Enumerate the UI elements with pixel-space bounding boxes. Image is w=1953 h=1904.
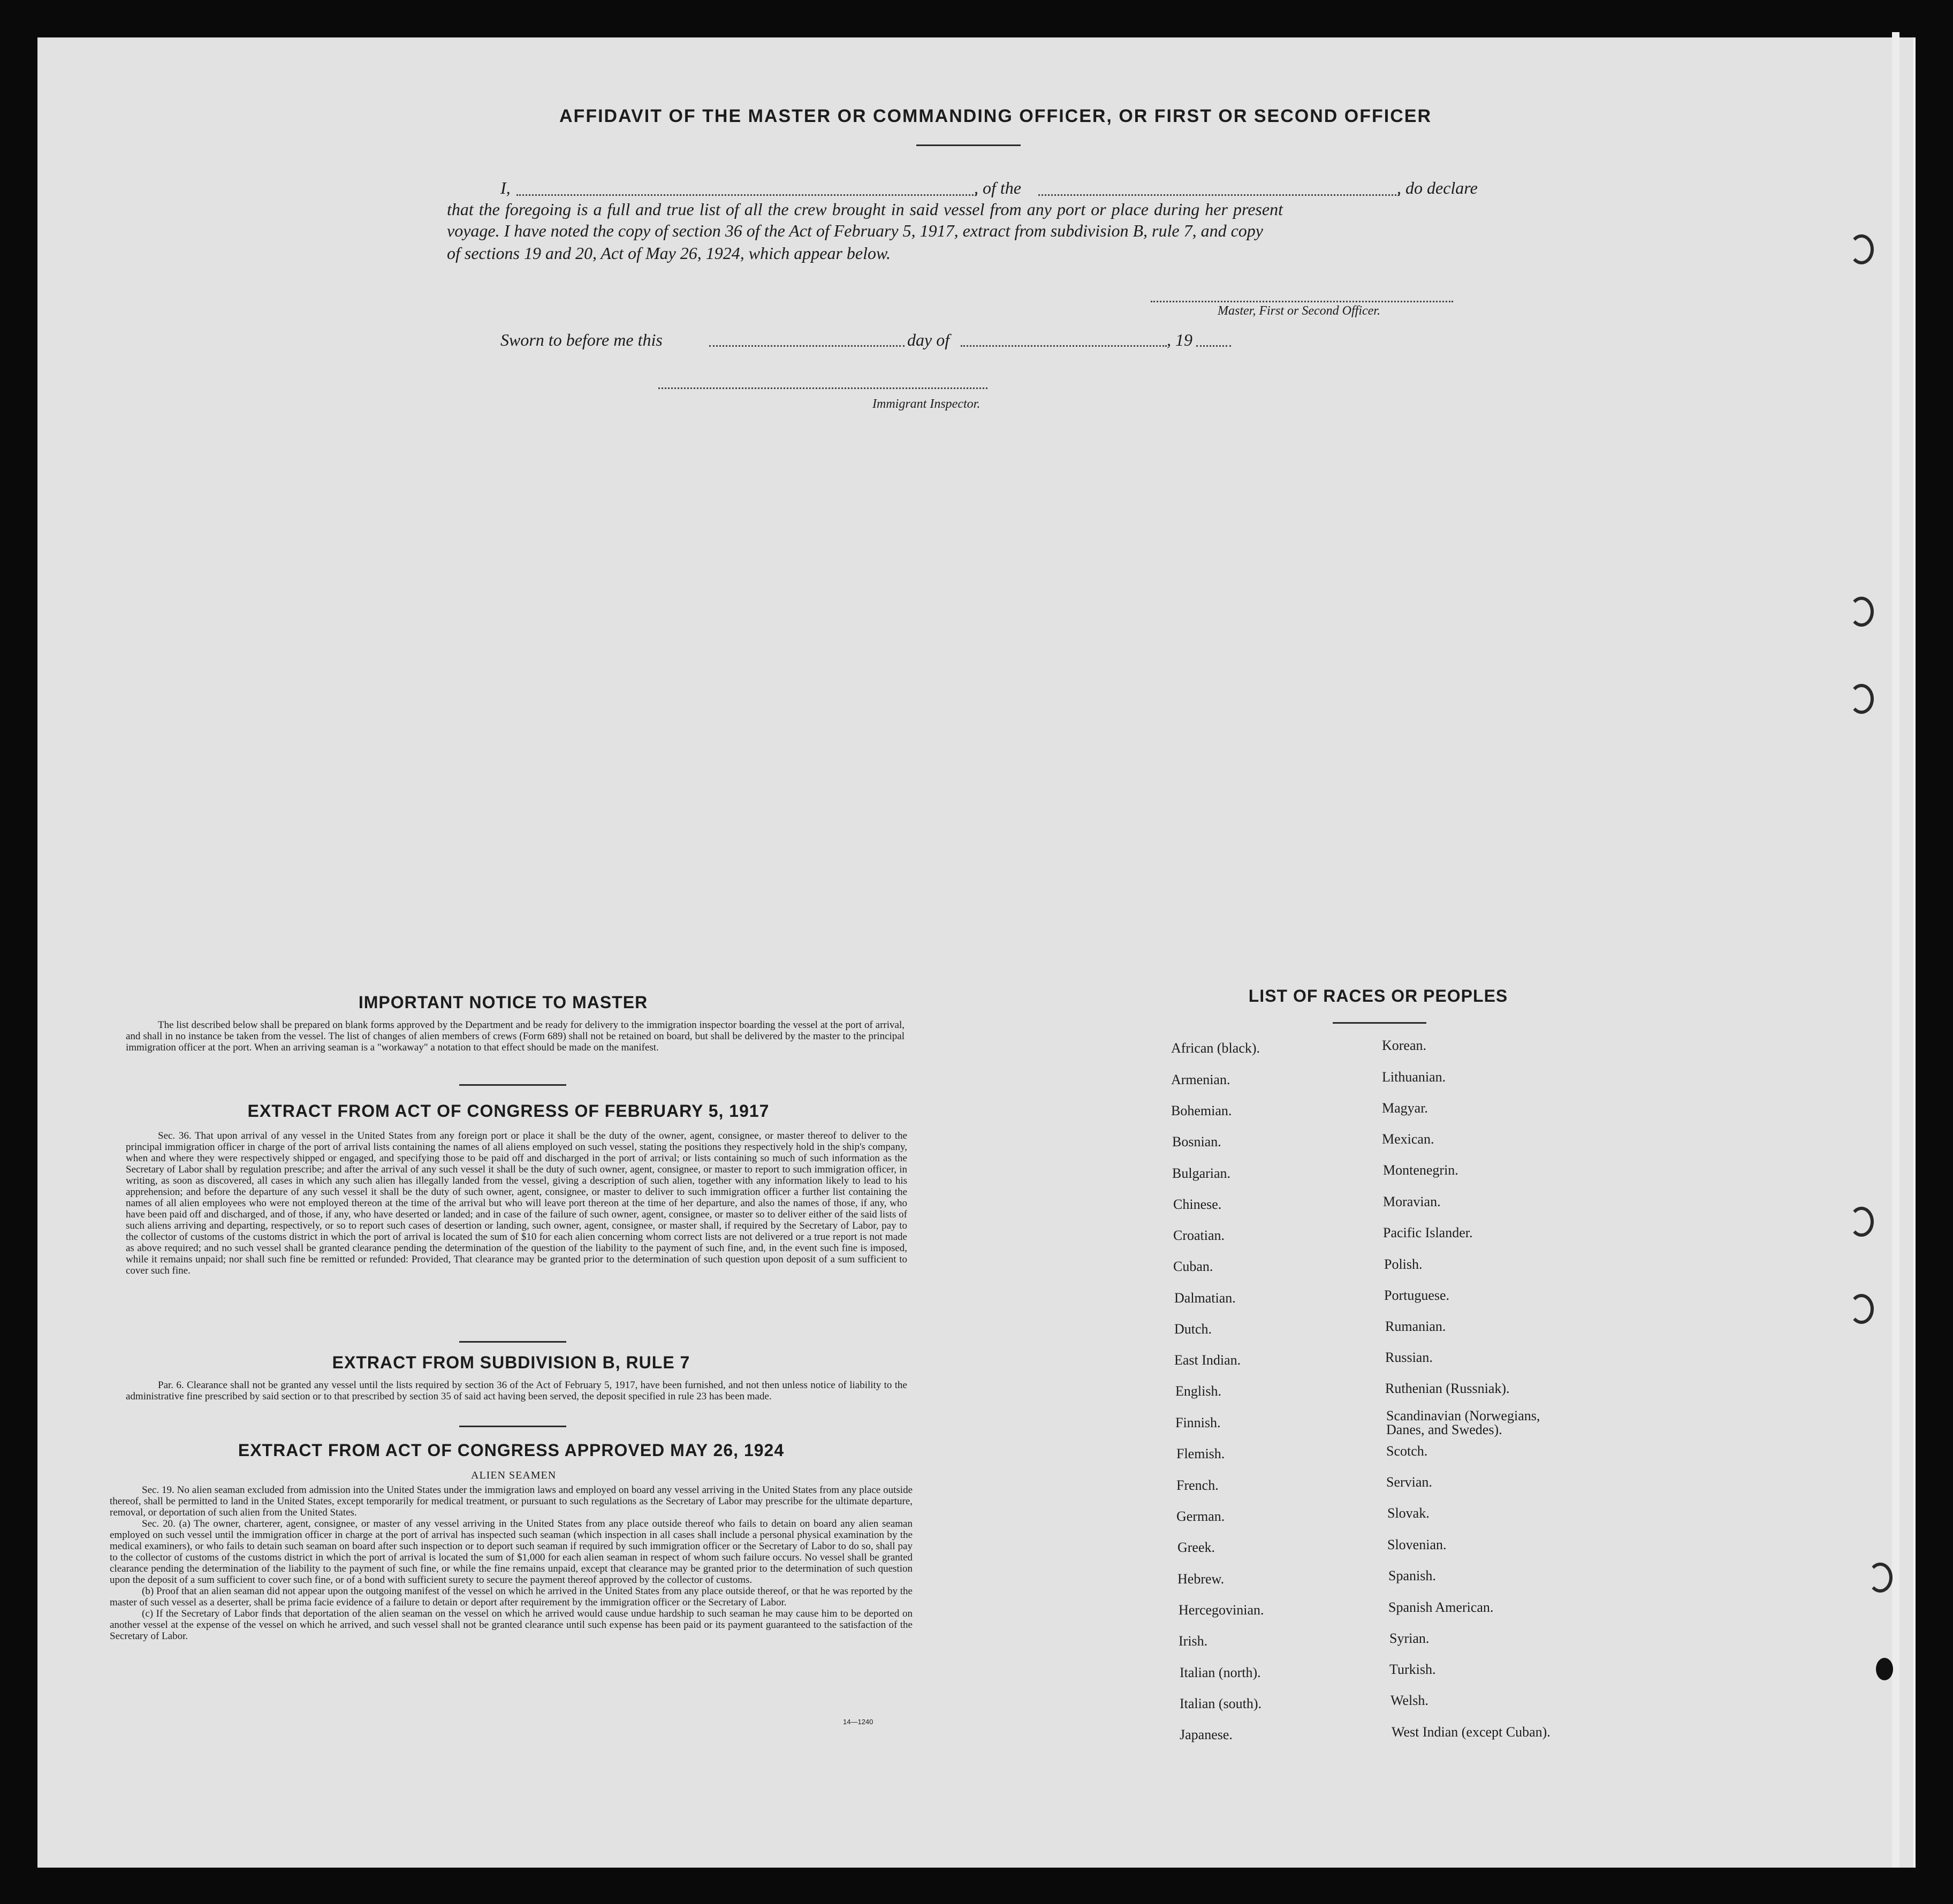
alien-seamen-subheading: ALIEN SEAMEN <box>471 1469 557 1481</box>
race-item: Scotch. <box>1386 1443 1428 1459</box>
notice-text <box>126 1019 905 1053</box>
race-item: Pacific Islander. <box>1383 1225 1473 1240</box>
binder-hole <box>1876 1658 1893 1680</box>
extract-1917-heading: EXTRACT FROM ACT OF CONGRESS OF FEBRUARY 5, 1917 <box>247 1101 770 1121</box>
binder-hole <box>1868 1563 1893 1593</box>
race-item: Mexican. <box>1382 1131 1434 1147</box>
section-rule <box>459 1084 566 1086</box>
sec-20b-paragraph: (b) Proof that an alien seaman did not appear upon the outgoing manifest of the vessel on which he arrived in the United States from any place outside thereof, or that he was reported by the master of such vessel as a deserter, shall be prima facie evidence of a failure to detain or deport after requirement by the immigration officer or the Secretary of Labor. <box>110 1586 913 1608</box>
race-item: Flemish. <box>1176 1446 1225 1461</box>
race-item: Japanese. <box>1180 1727 1233 1742</box>
race-item: Lithuanian. <box>1382 1069 1446 1085</box>
sworn-day-field[interactable] <box>709 345 905 347</box>
inspector-caption: Immigrant Inspector. <box>872 397 981 411</box>
year-prefix: , 19 <box>1167 330 1192 349</box>
affidavit-line1-declare: , do declare <box>1397 178 1478 197</box>
race-item: Servian. <box>1386 1474 1432 1490</box>
race-item: Magyar. <box>1382 1100 1428 1116</box>
day-of-text: day of <box>907 330 950 349</box>
race-item: Cuban. <box>1173 1259 1213 1274</box>
race-item: Welsh. <box>1390 1693 1428 1708</box>
binder-hole <box>1849 1207 1874 1237</box>
race-item: Montenegrin. <box>1383 1162 1458 1178</box>
rule7-heading: EXTRACT FROM SUBDIVISION B, RULE 7 <box>332 1353 690 1372</box>
affidavit-line4: of sections 19 and 20, Act of May 26, 1924, which appear below. <box>447 243 891 263</box>
sworn-text: Sworn to before me this <box>500 330 663 349</box>
page-edge <box>1892 32 1899 1868</box>
sec-20a-paragraph: Sec. 20. (a) The owner, charterer, agent, consignee, or master of any vessel arriving in the United States from any place outside thereof who fails to detain on board any alien seaman employed on such vessel until the immigration officer in charge at the port of arrival has inspected such seaman (which inspection in all cases shall include a personal physical examination by the medical examiners), or who fails to detain such seaman on board after such inspection or to deport such seaman if required by such immigration officer or the Secretary of Labor to do so, shall pay to the collector of customs of the customs district in which the port of arrival is located the sum of $1,000 for each alien seaman in respect of whom such failure occurs. No vessel shall be granted clearance pending the determination of the liability to the payment of such fine, or while the fine remains unpaid, except that clearance may be granted prior to the determination of such question upon the deposit of a sum sufficient to cover such fine, or of a bond with sufficient surety to secure the payment thereof approved by the collector of customs. <box>110 1518 913 1586</box>
race-item: Bulgarian. <box>1172 1166 1231 1181</box>
race-item: Slovenian. <box>1387 1537 1447 1552</box>
race-item: Italian (north). <box>1180 1665 1261 1680</box>
race-item: Chinese. <box>1173 1197 1222 1212</box>
sworn-year-field[interactable] <box>1196 345 1231 347</box>
master-caption: Master, First or Second Officer. <box>1218 304 1380 318</box>
binder-hole <box>1849 1294 1874 1324</box>
race-item: Russian. <box>1385 1350 1433 1365</box>
races-rule <box>1333 1022 1426 1024</box>
race-item: Armenian. <box>1171 1072 1230 1087</box>
race-item: Hebrew. <box>1177 1571 1225 1587</box>
race-item: Syrian. <box>1389 1631 1430 1646</box>
race-item: Croatian. <box>1173 1228 1225 1243</box>
rule7-text <box>126 1380 907 1402</box>
sec-19-paragraph: Sec. 19. No alien seaman excluded from admission into the United States under the immigration laws and employed on board any vessel arriving in the United States from any place outside thereof, shall be permitted to land in the United States, except temporarily for medical treatment, or pursuant to such regulations as the Secretary of Labor may prescribe for the ultimate departure, removal, or deportation of such alien from the United States. <box>110 1484 913 1518</box>
sec-36-paragraph: Sec. 36. That upon arrival of any vessel in the United States from any foreign port or place it shall be the duty of the owner, agent, consignee, or master thereof to deliver to the principal immigration officer in charge of the port of arrival lists containing the names of all aliens employed on such vessel, stating the positions they respectively hold in the ship's company, when and where they were respectively shipped or engaged, and specifying those to be paid off and discharged in the port of arrival; or lists containing so much of such information as the Secretary of Labor shall by regulation prescribe; and after the arrival of any such vessel it shall be the duty of such owner, agent, consignee, or master to report to such immigration officer, in writing, as soon as discovered, all cases in which any such alien has illegally landed from the vessel, giving a description of such alien, together with any information likely to lead to his apprehension; and before the departure of any such vessel it shall be the duty of such owner, agent, consignee, or master to deliver to such immigration officer a further list containing the names of all alien employees who were not employed thereon at the time of the arrival but who will leave port thereon at the time of her departure, and also the names of those, if any, who have been paid off and discharged, and of those, if any, who have deserted or landed; and in case of the failure of such owner, agent, consignee, or master so to deliver either of the said lists of such aliens arriving and departing, respectively, or so to report such cases of desertion or landing, such owner, agent, consignee, or master shall, if required by the Secretary of Labor, pay to the collector of customs of the customs district in which the port of arrival is located the sum of $10 for each alien concerning whom correct lists are not delivered or a true report is not made as above required; and no such vessel shall be granted clearance pending the determination of the question of the liability to the payment of such fine, and, in the event such fine is imposed, while it remains unpaid; nor shall such fine be remitted or refunded: Provided, That clearance may be granted prior to the determination of such question upon deposit of a sum sufficient to cover such fine. <box>126 1130 907 1276</box>
affidavit-line2: that the foregoing is a full and true list of all the crew brought in said vessel from any port or place during her present <box>447 200 1283 219</box>
race-item: Spanish American. <box>1388 1600 1494 1615</box>
race-item: Scandinavian (Norwegians, Danes, and Swedes). <box>1386 1408 1540 1437</box>
binder-hole <box>1849 684 1874 714</box>
race-item: Korean. <box>1382 1038 1427 1053</box>
affidavit-line3: voyage. I have noted the copy of section 36 of the Act of February 5, 1917, extract from subdivision B, rule 7, and copy <box>447 221 1263 240</box>
race-item: Dalmatian. <box>1174 1290 1236 1306</box>
race-item: Italian (south). <box>1180 1696 1262 1711</box>
race-item: Greek. <box>1177 1540 1215 1555</box>
race-item: Bohemian. <box>1171 1103 1232 1118</box>
affidavit-line1-of-the: , of the <box>974 178 1021 197</box>
title-rule <box>916 144 1021 146</box>
extract-1917-text <box>126 1130 907 1276</box>
race-item: Moravian. <box>1383 1194 1441 1209</box>
sec-20c-paragraph: (c) If the Secretary of Labor finds that deportation of the alien seaman on the vessel on which he arrived would cause undue hardship to such seaman he may cause him to be deported on another vessel at the expense of the vessel on which he arrived, and such vessel shall not be granted clearance until such expense has been paid or its payment guaranteed to the satisfaction of the Secretary of Labor. <box>110 1608 913 1642</box>
master-name-field[interactable] <box>516 194 977 196</box>
inspector-signature-field[interactable] <box>658 387 987 389</box>
par-6-paragraph: Par. 6. Clearance shall not be granted any vessel until the lists required by section 36 of the Act of February 5, 1917, have been furnished, and not then unless notice of liability to the administrative fine prescribed by said section or to that prescribed by section 35 of said act having been served, the deposit specified in rule 23 has been made. <box>126 1380 907 1402</box>
extract-1924-heading: EXTRACT FROM ACT OF CONGRESS APPROVED MAY 26, 1924 <box>238 1441 785 1460</box>
races-heading: LIST OF RACES OR PEOPLES <box>1248 986 1508 1006</box>
extract-1924-text <box>110 1484 913 1642</box>
affidavit-title: AFFIDAVIT OF THE MASTER OR COMMANDING OFFICER, OR FIRST OR SECOND OFFICER <box>559 106 1432 126</box>
section-rule <box>459 1426 566 1427</box>
race-item: Polish. <box>1384 1256 1423 1272</box>
race-item: West Indian (except Cuban). <box>1392 1724 1551 1740</box>
sworn-month-field[interactable] <box>961 345 1167 347</box>
race-item: English. <box>1175 1383 1221 1399</box>
race-item: Hercegovinian. <box>1179 1602 1264 1618</box>
binder-hole <box>1849 234 1874 264</box>
race-item: Bosnian. <box>1172 1134 1221 1149</box>
race-item: Ruthenian (Russniak). <box>1385 1381 1510 1396</box>
race-item: German. <box>1176 1509 1225 1524</box>
race-item: Irish. <box>1179 1633 1208 1649</box>
notice-paragraph: The list described below shall be prepared on blank forms approved by the Department and be ready for delivery to the immigration inspector boarding the vessel at the port of arrival, and shall in no instance be taken from the vessel. The list of changes of alien members of crews (Form 689) shall not be retained on board, but shall be delivered by the master to the principal immigration officer at the port. When an arriving seaman is a "workaway" a notation to that effect should be made on the manifest. <box>126 1019 905 1053</box>
race-item: Finnish. <box>1175 1415 1221 1430</box>
race-item: Dutch. <box>1174 1321 1212 1337</box>
race-item: African (black). <box>1171 1040 1260 1056</box>
race-item: Turkish. <box>1389 1662 1436 1677</box>
vessel-name-field[interactable] <box>1038 194 1400 196</box>
affidavit-line1-i: I, <box>500 178 511 197</box>
race-item: French. <box>1176 1477 1219 1493</box>
race-item: Rumanian. <box>1385 1319 1446 1334</box>
race-item: Slovak. <box>1387 1505 1430 1521</box>
section-rule <box>459 1341 566 1343</box>
notice-heading: IMPORTANT NOTICE TO MASTER <box>358 993 648 1012</box>
binder-hole <box>1849 597 1874 627</box>
race-item: Portuguese. <box>1384 1288 1450 1303</box>
form-number: 14—1240 <box>843 1718 873 1726</box>
master-signature-field[interactable] <box>1151 301 1453 302</box>
race-item: East Indian. <box>1174 1352 1241 1368</box>
race-item: Spanish. <box>1388 1568 1436 1583</box>
